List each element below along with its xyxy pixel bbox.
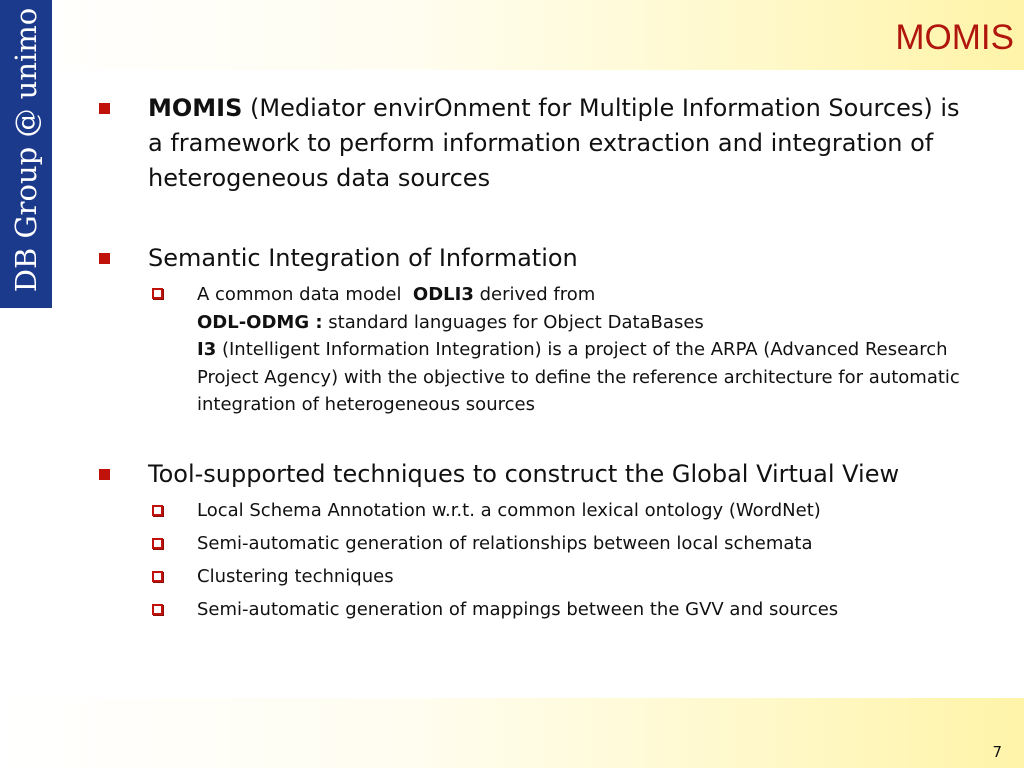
bullet-text-semantic-integration: Semantic Integration of Information [148,244,578,272]
sub-line-data-model: A common data model ODLI3 derived from [197,284,596,305]
bullet-text-momis-desc: (Mediator envirOnment for Multiple Information Sources) is a framework to perform information extraction and integration of heterogeneous data sources [148,94,960,192]
hollow-square-bullet-icon [152,288,163,299]
square-bullet-icon [99,103,110,114]
sub-line-i3: I3 (Intelligent Information Integration) is a project of the ARPA (Advanced Research Project Agency) with the objective to define the reference architecture for automatic integration of heterogeneous sources [197,339,960,415]
footer-band [0,698,1024,768]
slide-title: MOMIS [895,18,1014,57]
sub-line-odl-odmg: ODL-ODMG : standard languages for Object DataBases [197,311,704,333]
page-number: 7 [992,743,1002,761]
sub-bullet-item: Local Schema Annotation w.r.t. a common lexical ontology (WordNet) [197,500,821,521]
square-bullet-icon [99,469,110,480]
sub-bullet-item: Semi-automatic generation of mappings between the GVV and sources [197,599,839,620]
hollow-square-bullet-icon [152,571,163,582]
sub-bullet-item: Semi-automatic generation of relationships between local schemata [197,533,813,554]
sub-bullet-common-data-model [197,281,987,419]
hollow-square-bullet-icon [152,538,163,549]
sub-bullet-item: Clustering techniques [197,566,394,587]
side-banner-text: DB Group @ unimo [9,7,43,293]
bullet-text-tool-supported: Tool-supported techniques to construct the Global Virtual View [148,460,900,488]
header-band [0,0,1024,70]
square-bullet-icon [99,253,110,264]
bullet-text-momis [148,91,978,196]
hollow-square-bullet-icon [152,505,163,516]
hollow-square-bullet-icon [152,604,163,615]
side-banner [0,0,52,308]
bullet-bold-momis: MOMIS [148,94,243,122]
